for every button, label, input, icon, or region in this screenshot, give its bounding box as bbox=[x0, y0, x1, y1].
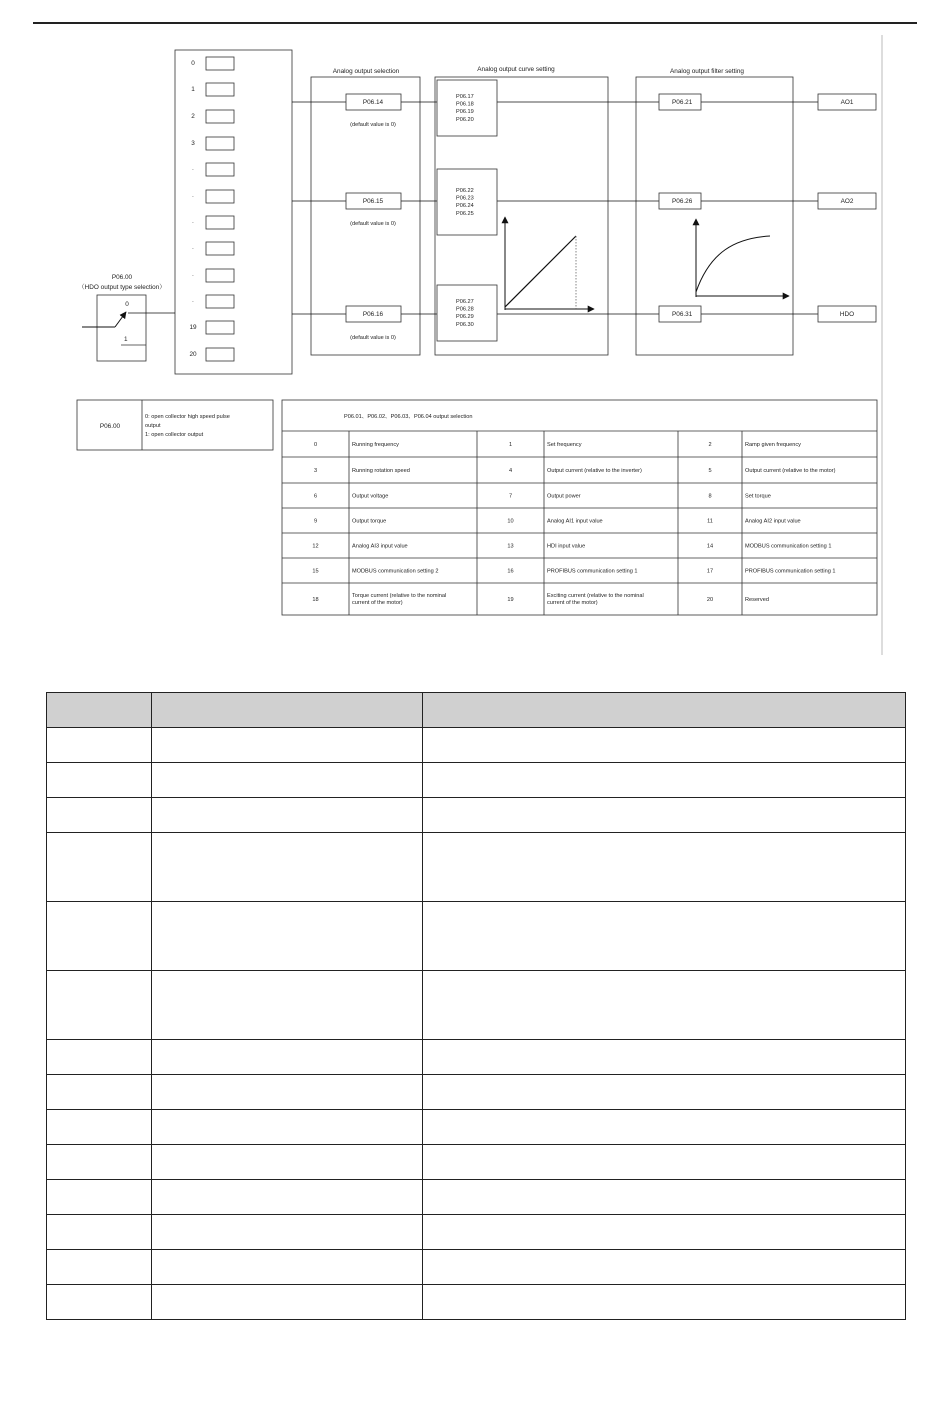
table-option-label: current of the motor) bbox=[547, 600, 598, 606]
table-option-number: 1 bbox=[508, 442, 513, 448]
table-cell bbox=[47, 1250, 152, 1285]
table-cell bbox=[152, 971, 423, 1040]
table-option-number: 18 bbox=[312, 597, 319, 603]
hdo-type-pos1: 1 bbox=[124, 336, 128, 343]
selector-item-box bbox=[206, 269, 234, 282]
table-option-number: 10 bbox=[507, 518, 514, 525]
curve-param-label: P06.30 bbox=[456, 321, 474, 328]
table-option-number: 16 bbox=[507, 568, 514, 575]
output-label: AO2 bbox=[840, 198, 854, 205]
selection-default-note: (default value is 0) bbox=[350, 335, 396, 341]
table-cell bbox=[423, 971, 906, 1040]
table-cell bbox=[47, 1110, 152, 1145]
table-option-label: Analog AI3 input value bbox=[352, 543, 408, 550]
table-option-label: MODBUS communication setting 2 bbox=[352, 568, 439, 575]
table-option-number: 19 bbox=[507, 597, 514, 603]
table-option-label: Output voltage bbox=[352, 493, 389, 500]
table-cell bbox=[47, 763, 152, 798]
table-header-row bbox=[47, 693, 906, 728]
table-row bbox=[47, 902, 906, 971]
table-option-label: Output torque bbox=[352, 518, 387, 525]
table-cell bbox=[152, 763, 423, 798]
p0600-desc-line2: output bbox=[145, 423, 161, 429]
table-cell bbox=[152, 1145, 423, 1180]
table-cell bbox=[152, 1215, 423, 1250]
selection-default-note: (default value is 0) bbox=[350, 122, 396, 128]
table-cell bbox=[423, 1145, 906, 1180]
table-option-label: Torque current (relative to the nominal bbox=[352, 593, 447, 599]
analog-output-selection-title: Analog output selection bbox=[332, 68, 400, 75]
selector-item-box bbox=[206, 83, 234, 96]
curve-param-label: P06.17 bbox=[456, 94, 474, 100]
table-option-label: MODBUS communication setting 1 bbox=[745, 543, 832, 550]
table-option-number: 9 bbox=[313, 518, 318, 525]
selector-item-box bbox=[206, 163, 234, 176]
selector-item-label: · bbox=[191, 298, 195, 305]
curve-param-box bbox=[437, 169, 497, 235]
selector-item-box bbox=[206, 348, 234, 361]
curve-param-label: P06.27 bbox=[456, 299, 474, 305]
table-cell bbox=[152, 1250, 423, 1285]
selector-item-label: 2 bbox=[191, 113, 195, 120]
table-option-label: Analog AI1 input value bbox=[547, 518, 603, 525]
table-option-number: 7 bbox=[508, 493, 513, 500]
table-option-label: Running frequency bbox=[352, 442, 399, 448]
curve-param-label: P06.29 bbox=[456, 314, 474, 321]
table-cell bbox=[47, 971, 152, 1040]
curve-param-box bbox=[437, 80, 497, 136]
hdo-type-box bbox=[97, 295, 146, 361]
table-row bbox=[47, 798, 906, 833]
p0600-description-box bbox=[77, 400, 273, 450]
output-selection-table bbox=[282, 400, 877, 615]
channel-row-ao1 bbox=[292, 80, 876, 136]
hdo-type-label: （HDO output type selection） bbox=[78, 284, 166, 291]
table-option-label: Output power bbox=[547, 493, 581, 500]
selection-table-header: P06.01、P06.02、P06.03、P06.04 output selection bbox=[344, 414, 473, 420]
hdo-switch-arrow bbox=[115, 312, 126, 327]
table-row bbox=[47, 1040, 906, 1075]
table-row bbox=[47, 1285, 906, 1320]
table-option-label: Set frequency bbox=[547, 442, 582, 448]
table-cell bbox=[152, 798, 423, 833]
table-option-label: Output current (relative to the motor) bbox=[745, 468, 836, 474]
table-cell bbox=[423, 902, 906, 971]
selector-item-box bbox=[206, 57, 234, 70]
filter-curve bbox=[696, 236, 770, 292]
table-cell bbox=[47, 1285, 152, 1320]
selector-item-label: 20 bbox=[189, 351, 197, 358]
selector-item-label: · bbox=[191, 166, 195, 173]
channel-row-hdo bbox=[292, 285, 876, 341]
table-cell bbox=[423, 763, 906, 798]
selector-item-label: 1 bbox=[191, 86, 195, 93]
table-cell bbox=[47, 1215, 152, 1250]
table-option-number: 12 bbox=[312, 543, 319, 550]
table-option-number: 14 bbox=[706, 543, 714, 550]
table-option-label: current of the motor) bbox=[352, 600, 403, 606]
linear-curve-graph bbox=[505, 217, 594, 310]
selector-item-box bbox=[206, 190, 234, 203]
table-cell bbox=[47, 1040, 152, 1075]
curve-param-label: P06.19 bbox=[456, 109, 474, 116]
selector-item-box bbox=[206, 216, 234, 229]
table-cell bbox=[47, 1180, 152, 1215]
table-row bbox=[47, 1110, 906, 1145]
filter-curve-graph bbox=[696, 219, 789, 297]
curve-param-label: P06.18 bbox=[456, 101, 474, 108]
table-option-number: 15 bbox=[312, 568, 319, 575]
table-cell bbox=[152, 1285, 423, 1320]
table-cell bbox=[423, 1075, 906, 1110]
table-option-label: Set torque bbox=[745, 493, 771, 500]
curve-param-label: P06.20 bbox=[456, 116, 474, 123]
table-row bbox=[47, 1075, 906, 1110]
table-header-cell bbox=[47, 693, 152, 728]
table-option-number: 0 bbox=[313, 442, 318, 448]
table-option-number: 6 bbox=[313, 493, 318, 500]
selector-item-box bbox=[206, 295, 234, 308]
signal-flow-diagram bbox=[0, 0, 950, 660]
curve-param-label: P06.25 bbox=[456, 210, 474, 217]
table-cell bbox=[47, 902, 152, 971]
table-option-label: Ramp given frequency bbox=[745, 442, 801, 448]
analog-output-curve-title: Analog output curve setting bbox=[477, 66, 555, 73]
table-option-number: 11 bbox=[707, 518, 713, 525]
output-label: HDO bbox=[839, 311, 855, 318]
filter-param-label: P06.31 bbox=[672, 311, 693, 318]
table-cell bbox=[152, 1110, 423, 1145]
table-option-label: Output current (relative to the inverter) bbox=[547, 468, 642, 474]
selection-param-label: P06.16 bbox=[362, 311, 384, 318]
filter-param-label: P06.26 bbox=[672, 198, 693, 205]
p0600-desc-line3: 1: open collector output bbox=[145, 432, 204, 438]
table-option-number: 20 bbox=[706, 597, 714, 603]
table-cell bbox=[423, 1250, 906, 1285]
selection-default-note: (default value is 0) bbox=[350, 221, 396, 227]
selector-item-label: 19 bbox=[189, 324, 197, 331]
table-cell bbox=[423, 1215, 906, 1250]
table-row bbox=[47, 763, 906, 798]
table-cell bbox=[423, 1180, 906, 1215]
analog-output-filter-title: Analog output filter setting bbox=[670, 68, 744, 75]
curve-line bbox=[505, 236, 576, 307]
channels bbox=[292, 80, 876, 341]
table-cell bbox=[152, 1180, 423, 1215]
table-option-label: Running rotation speed bbox=[352, 468, 410, 474]
table-option-label: PROFIBUS communication setting 1 bbox=[547, 568, 638, 575]
table-row bbox=[47, 833, 906, 902]
hdo-type-pos0: 0 bbox=[125, 301, 129, 308]
table-option-number: 13 bbox=[507, 543, 514, 550]
table-option-label: Analog AI2 input value bbox=[745, 518, 801, 525]
table-row bbox=[47, 1145, 906, 1180]
table-cell bbox=[423, 833, 906, 902]
curve-param-label: P06.24 bbox=[456, 203, 474, 210]
table-cell bbox=[152, 728, 423, 763]
p0600-param: P06.00 bbox=[99, 423, 121, 430]
table-option-number: 5 bbox=[708, 468, 712, 474]
table-option-label: PROFIBUS communication setting 1 bbox=[745, 568, 836, 575]
table-option-label: Reserved bbox=[745, 597, 769, 603]
blank-parameter-table bbox=[46, 692, 906, 1320]
table-option-label: HDI input value bbox=[547, 543, 586, 550]
table-row bbox=[47, 1250, 906, 1285]
table-cell bbox=[47, 798, 152, 833]
table-option-number: 17 bbox=[706, 568, 714, 575]
table-cell bbox=[152, 902, 423, 971]
output-label: AO1 bbox=[840, 99, 854, 106]
table-row bbox=[47, 728, 906, 763]
table-cell bbox=[47, 728, 152, 763]
table-cell bbox=[423, 1040, 906, 1075]
filter-param-label: P06.21 bbox=[672, 99, 693, 106]
table-cell bbox=[47, 833, 152, 902]
table-cell bbox=[423, 728, 906, 763]
table-option-number: 2 bbox=[708, 442, 712, 448]
table-cell bbox=[47, 1145, 152, 1180]
curve-param-box bbox=[437, 285, 497, 341]
selector-item-label: · bbox=[191, 245, 195, 252]
hdo-type-selector bbox=[78, 274, 175, 361]
table-row bbox=[47, 1180, 906, 1215]
curve-param-label: P06.22 bbox=[456, 188, 474, 194]
table-cell bbox=[152, 1040, 423, 1075]
selector-item-box bbox=[206, 137, 234, 150]
table-option-number: 3 bbox=[313, 468, 318, 474]
selector-item-label: 0 bbox=[191, 60, 195, 67]
table-row bbox=[47, 1215, 906, 1250]
channel-row-ao2 bbox=[292, 169, 876, 235]
curve-param-label: P06.28 bbox=[456, 306, 474, 313]
table-option-label: Exciting current (relative to the nominal bbox=[547, 593, 644, 599]
table-header-cell bbox=[423, 693, 906, 728]
selector-item-label: · bbox=[191, 193, 195, 200]
table-cell bbox=[423, 1110, 906, 1145]
table-cell bbox=[47, 1075, 152, 1110]
table-option-number: 4 bbox=[508, 468, 513, 474]
table-cell bbox=[152, 833, 423, 902]
selector-item-box bbox=[206, 242, 234, 255]
table-cell bbox=[423, 798, 906, 833]
selector-item-label: · bbox=[191, 219, 195, 226]
p0600-desc-line1: 0: open collector high speed pulse bbox=[145, 414, 230, 420]
table-header-cell bbox=[152, 693, 423, 728]
curve-param-label: P06.23 bbox=[456, 195, 474, 202]
selector-item-box bbox=[206, 110, 234, 123]
selection-param-label: P06.15 bbox=[362, 198, 384, 205]
table-cell bbox=[423, 1285, 906, 1320]
selector-items bbox=[189, 57, 234, 361]
table-cell bbox=[152, 1075, 423, 1110]
selection-param-label: P06.14 bbox=[362, 99, 384, 106]
selector-item-label: · bbox=[191, 272, 195, 279]
selector-item-label: 3 bbox=[191, 140, 195, 147]
table-option-number: 8 bbox=[708, 493, 712, 500]
hdo-type-param: P06.00 bbox=[111, 274, 133, 281]
table-row bbox=[47, 971, 906, 1040]
selector-item-box bbox=[206, 321, 234, 334]
